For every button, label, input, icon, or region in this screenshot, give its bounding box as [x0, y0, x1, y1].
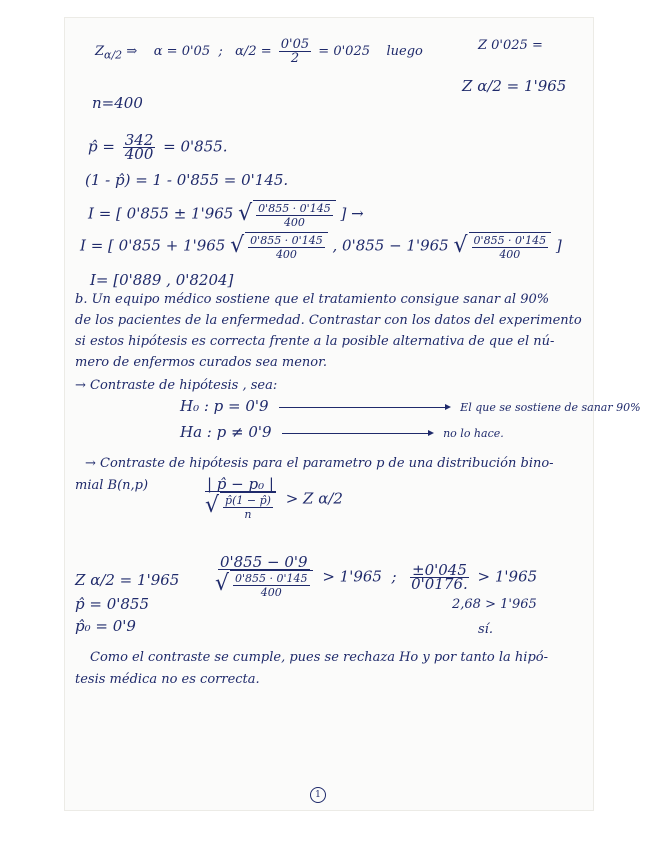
ha-label: Ha : p ≠ 0'9: [180, 423, 272, 441]
calculation-line: 0'855 − 0'9 √ $\frac{0'855 \cdot 0'145}{400}$ > 1'965 ; $\frac{\pm 0'045}{0'0176.}$ > 1'965: [215, 553, 538, 599]
alpha-value: α = 0'05: [153, 44, 211, 59]
calc-fraction: 0'855 − 0'9 √ $\frac{0'855 \cdot 0'145}{400}$: [213, 556, 315, 599]
param-line-2: mial B(n,p): [75, 478, 149, 493]
given-p0: p̂₀ = 0'9: [75, 617, 136, 635]
z-right: Z 0'025 =: [478, 38, 543, 53]
ha-note: no lo hace.: [443, 427, 504, 440]
luego-word: luego: [386, 44, 423, 59]
given-p-hat: p̂ = 0'855: [75, 595, 150, 613]
part-b-line-4: mero de enfermos curados sea menor.: [75, 355, 328, 370]
one-minus-p-line: (1 - p̂) = 1 - 0'855 = 0'145.: [85, 171, 289, 189]
part-b-line-3: si estos hipótesis es correcta frente a la posible alternativa de que el nú-: [75, 334, 555, 349]
z-label: Z: [95, 44, 105, 59]
ha-line: [180, 424, 504, 442]
statistic-fraction: | p̂ − p₀ | √ $\frac{p̂(1 - p̂)}{n}$: [205, 475, 274, 521]
given-z: Z α/2 = 1'965: [75, 571, 180, 589]
interval-line-1: I = [ 0'855 ± 1'965 √ $\frac{0'855 \cdot 0'145}{400}$ ] →: [88, 201, 364, 229]
alpha-half: α/2 =: [235, 44, 272, 59]
h0-label: H₀ : p = 0'9: [180, 397, 269, 415]
sqrt-term-3: √ $\frac{0'855 \cdot 0'145}{400}$: [454, 232, 552, 261]
implies-symbol: ⇒: [126, 44, 138, 59]
fraction-alpha: $\frac{0'05}{2}$: [280, 37, 310, 66]
statistic-compare: > Z α/2: [285, 489, 343, 508]
contrast-title: → Contraste de hipótesis , sea:: [75, 378, 278, 393]
sample-size: n=400: [92, 94, 143, 112]
page-number: 1: [310, 787, 326, 803]
p-hat-line: p̂ = $\frac{342}{400}$ = 0'855.: [88, 131, 228, 163]
separator: ;: [218, 44, 223, 59]
test-statistic: [200, 475, 343, 521]
sqrt-term-2: √ $\frac{0'855 \cdot 0'145}{400}$: [230, 232, 328, 261]
interval-line-2: I = [ 0'855 + 1'965 √ $\frac{0'855 \cdot 0'145}{400}$ , 0'855 − 1'965 √ $\frac{0'855 \cdot 0'145}{400}$ ]: [80, 233, 562, 261]
check-yes: sí.: [478, 622, 493, 637]
part-b-line-1: b. Un equipo médico sostiene que el tratamiento consigue sanar al 90%: [75, 292, 550, 307]
h0-line: [180, 398, 641, 416]
calc-fraction-2: $\frac{\pm 0'045}{0'0176.}$: [411, 561, 468, 593]
z-sub: α/2: [104, 48, 123, 62]
alpha-half-result: = 0'025: [318, 44, 370, 59]
h0-note: El que se sostiene de sanar 90%: [460, 401, 641, 414]
param-line-1: → Contraste de hipótesis para el parametro p de una distribución bino-: [85, 456, 554, 471]
check-result: 2,68 > 1'965: [452, 597, 537, 612]
z-value: Z α/2 = 1'965: [462, 77, 567, 95]
p-hat-fraction: $\frac{342}{400}$: [124, 131, 154, 163]
h0-arrow: [279, 407, 449, 408]
sqrt-term-1: √ $\frac{0'855 \cdot 0'145}{400}$: [238, 200, 336, 229]
conclusion-line-2: tesis médica no es correcta.: [75, 672, 260, 687]
ha-arrow: [282, 433, 432, 434]
interval-result: I= [0'889 , 0'8204]: [90, 271, 234, 289]
conclusion-line-1: Como el contraste se cumple, pues se rechaza Ho y por tanto la hipó-: [90, 650, 548, 665]
part-b-line-2: de los pacientes de la enfermedad. Contrastar con los datos del experimento: [75, 313, 582, 328]
alpha-line: [95, 38, 423, 65]
